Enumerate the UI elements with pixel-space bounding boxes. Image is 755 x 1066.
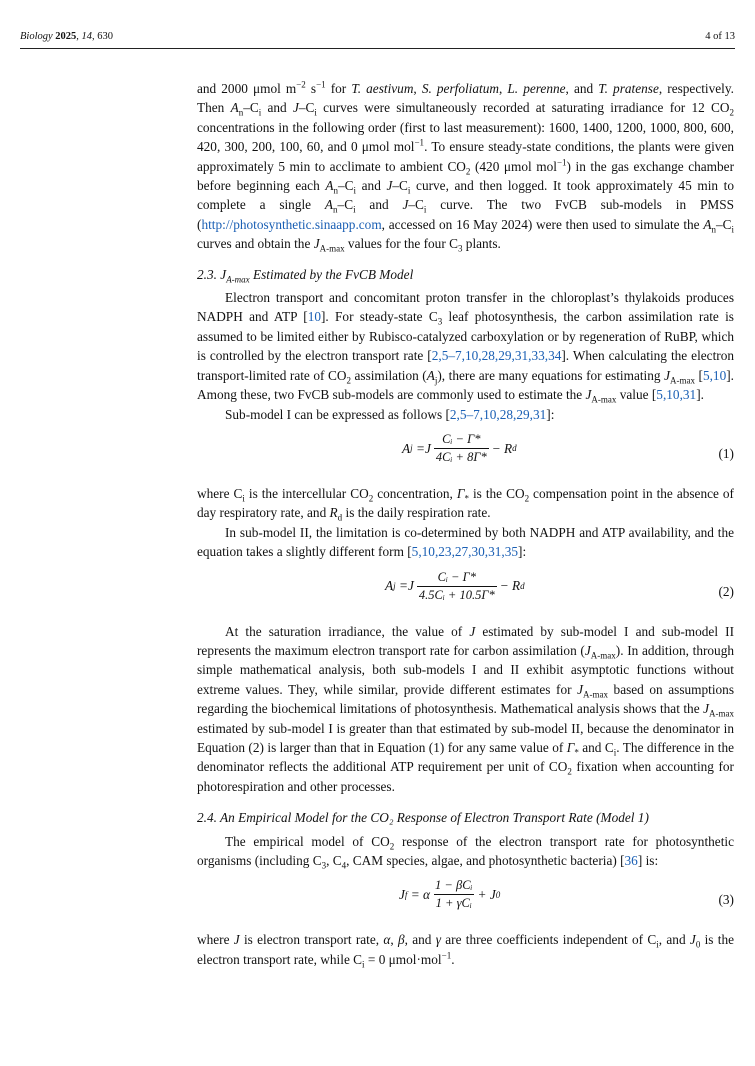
paragraph: Sub-model I can be expressed as follows [2,5–7,10,28,29,31]: [225,406,555,422]
running-header [20,31,735,45]
header-rule [20,48,735,49]
citation-link[interactable]: 2,5–7,10,28,29,31,33,34 [431,348,562,364]
paragraph: where J is electron transport rate, α, β, and γ are three coefficients independent of $C_i$, and $J_0$ is the electron transport rate, while $C_i = 0$ μmol·mol$^{-1}$. [197,932,735,970]
section-heading-2-4: 2.4. An Empirical Model for the CO₂ Response of Electron Transport Rate (Model 1) [197,810,649,826]
equation-2: A j = J $\frac{\text{Cᵢ − Γ*}}{\text{4.5Cᵢ + 10.5Γ*}}$ − R d (2) [385,569,734,602]
equation-1: A j = J $\frac{\text{Cᵢ − Γ*}}{\text{4Cᵢ + 8Γ*}}$ − R d (1) [402,431,734,464]
paragraph: Electron transport and concomitant proton transfer in the chloroplast’s thylakoids produces NADPH and ATP [10]. For steady-state $C_3$ leaf photosynthesis, the carbon assimilation rate is assumed to be limited either by Rubisco-catalyzed carboxylation or by regeneration of RuBP, which is controlled by the electron transport rate [2,5–7,10,28,29,31,33,34]. When calculating the electron transport-limited rate of $CO_2$ assimilation $(A_j)$, there are many equations for estimating $J_{A-max}$ [5,10]. Among these, two FvCB sub-models are commonly used to estimate the $J_{A-max}$ value [5,10,31]. [197,290,735,405]
paragraph: In sub-model II, the limitation is co-determined by both NADPH and ATP availability, and the equation takes a slightly different form [5,10,23,27,30,31,35]: [197,524,734,560]
citation-link[interactable]: 5,10,23,27,30,31,35 [411,544,519,560]
citation-link[interactable]: 10 [307,309,321,325]
citation-link[interactable]: 36 [624,853,638,868]
citation-link[interactable]: 5,10,31 [656,387,697,403]
equation-3: J f = α $\frac{\text{1 − βCᵢ}}{\text{1 + γCᵢ}}$ + J 0 (3) [399,878,734,911]
journal-citation: Biology 2025, 14, 630 [20,31,114,42]
paragraph: and 2000 μmol $m^{-2}$ $s^{-1}$ for T. aestivum, S. perfoliatum, L. perenne, and T. pratense, respectively. Then $A_n-C_i$ and $J-C_i$ curves were simultaneously recorded at saturating irradiance for 12 $CO_2$ concentrations in the following order (first to last measurement): 1600, 1400, 1200, 1000, 800, 600, 420, 300, 200, 100, 60, and 0 μmol mol$^{-1}$. To ensure steady-state conditions, the plants were given approximately 5 min to acclimate to ambient $CO_2$ (420 μmol mol$^{-1}$) in the gas exchange chamber before beginning each $A_n-C_i$ and $J-C_i$ curve, and then logged. It took approximately 45 min to complete a single $A_n-C_i$ and $J-C_i$ curve. The two FvCB sub-models in PMSS (http://photosynthetic.sinaapp.com, accessed on 16 May 2024) were then used to simulate the $A_n-C_i$ curves and obtain the $J_{A-max}$ values for the four $C_3$ plants. [197,79,734,254]
paragraph: The empirical model of $CO_2$ response of the electron transport rate for photosynthetic organisms (including $C_3$, $C_4$, CAM species, algae, and photosynthetic bacteria) [36] is: [197,833,734,871]
citation-link[interactable]: 5,10 [702,367,727,383]
citation-link[interactable]: 2,5–7,10,28,29,31 [449,406,547,422]
pmss-link[interactable]: http://photosynthetic.sinaapp.com [201,216,382,232]
section-heading-2-3: 2.3. $J_{A-max}$ Estimated by the FvCB Model [197,266,414,285]
page-number: 4 of 13 [705,31,735,42]
paragraph: where $C_i$ is the intercellular $CO_2$ concentration, $\Gamma_*$ is the $CO_2$ compensation point in the absence of day respiratory rate, and $R_d$ is the daily respiration rate. [197,485,734,523]
paragraph: At the saturation irradiance, the value of J estimated by sub-model I and sub-model II represents the maximum electron transport rate for carbon assimilation $(J_{A-max})$. In addition, through simple mathematical analysis, both sub-models I and II exhibit asymptotic functions without extreme values. They, while similar, provide different estimates for $J_{A-max}$ based on assumptions regarding the biochemical limitations of photosynthesis. Mathematical analysis shows that the $J_{A-max}$ estimated by sub-model I is greater than that estimated by sub-model II, because the denominator in Equation (2) is larger than that in Equation (1) for any same value of $\Gamma_*$ and $C_i$. The difference in the denominator reflects the additional ATP requirement per unit of $CO_2$ fixation when accounting for photorespiration and other processes. [197,623,734,794]
article-body [197,79,734,969]
